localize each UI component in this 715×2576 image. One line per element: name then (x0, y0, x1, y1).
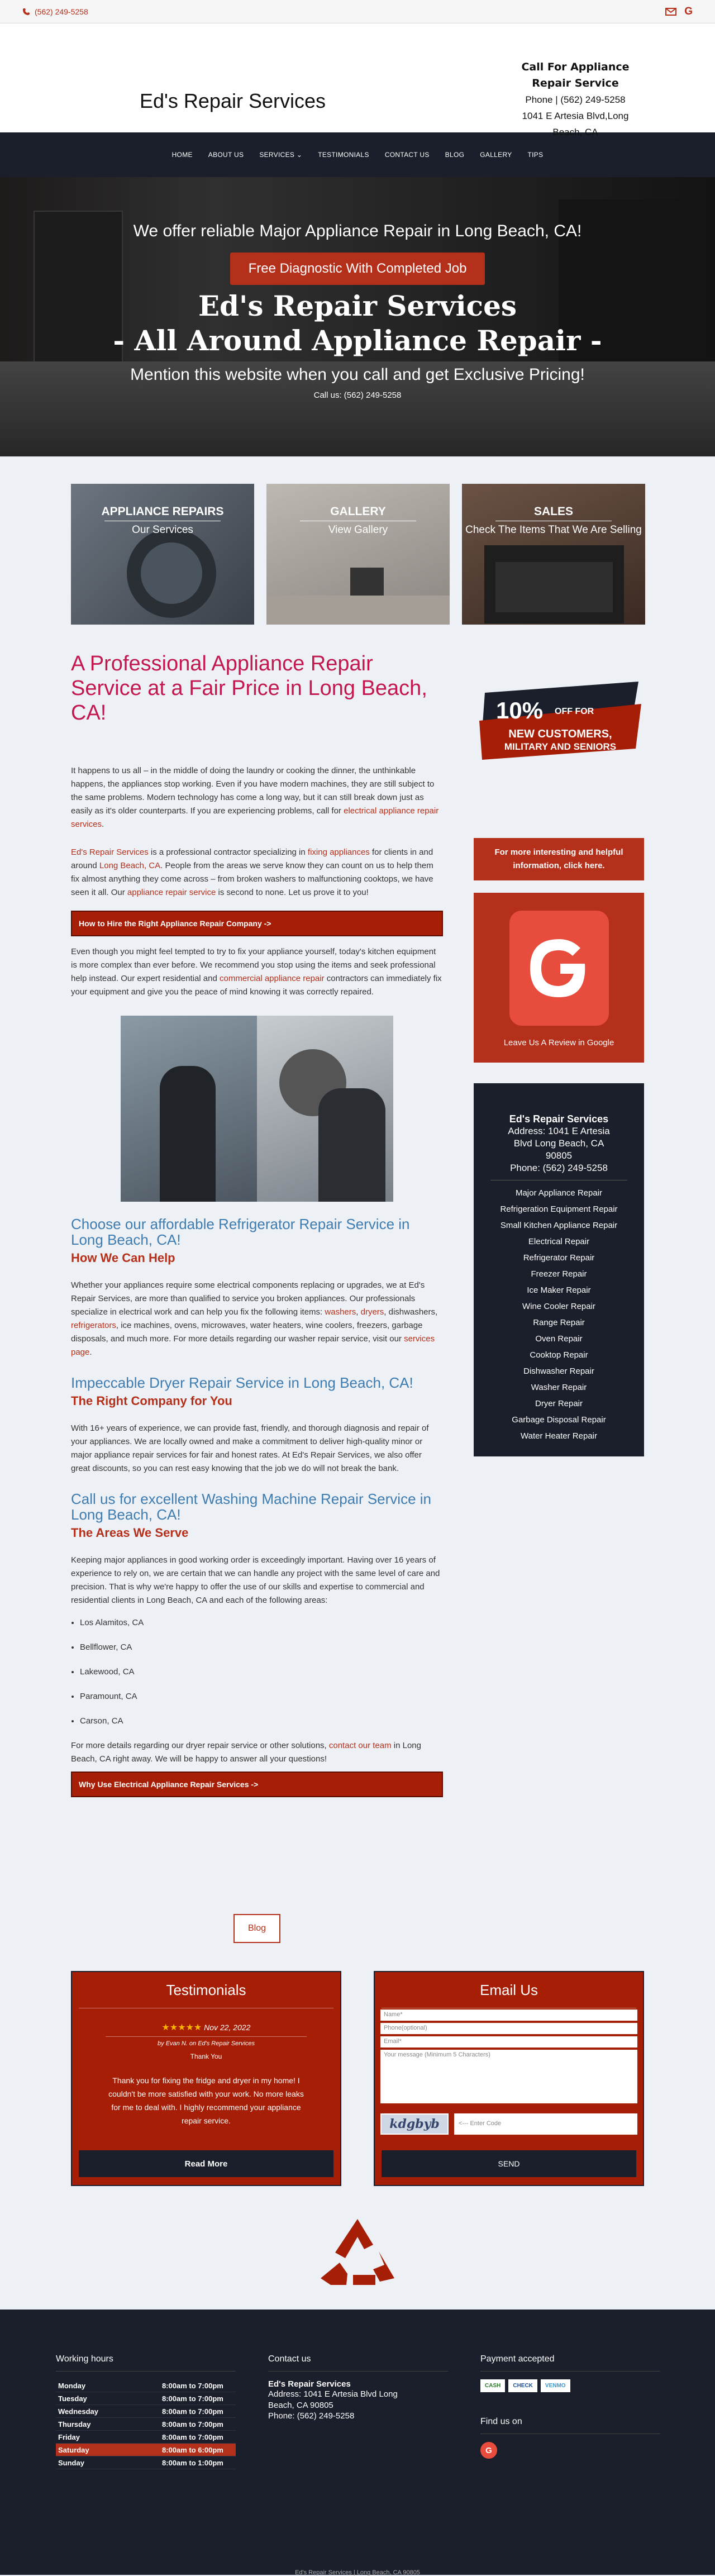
tile-appliance-repairs[interactable] (71, 484, 254, 625)
hero-banner (0, 177, 715, 456)
sidebar-service-item[interactable]: Dryer Repair (535, 1399, 583, 1408)
contact-paragraph: For more details regarding our dryer repair service or other solutions, contact our team in Long Beach, CA right away. We will be happy to answer all your questions! (71, 1741, 421, 1764)
hero-title (0, 289, 715, 358)
tile-subtitle: View Gallery (328, 524, 388, 536)
washers-link[interactable]: washers (325, 1307, 356, 1317)
right-company-heading: The Right Company for You (71, 1394, 232, 1408)
find-us-title: Find us on (480, 2417, 660, 2434)
list-item: • Bellflower, CA (80, 1641, 443, 1654)
how-we-help-heading: How We Can Help (71, 1251, 175, 1265)
refrigerator-heading: Choose our affordable Refrigerator Repair Service in Long Beach, CA! (71, 1216, 410, 1248)
testimonials-panel (71, 1971, 341, 2186)
list-item: • Los Alamitos, CA (80, 1616, 443, 1630)
hours-row: Wednesday 8:00am to 7:00pm (56, 2405, 236, 2418)
rating-stars: ★★★★★ (161, 2023, 202, 2032)
phone-icon (22, 8, 30, 16)
feature-tiles (71, 484, 645, 625)
contact-team-link[interactable]: contact our team (328, 1741, 392, 1750)
list-item: • Lakewood, CA (80, 1665, 443, 1679)
sidebar-service-item[interactable]: Garbage Disposal Repair (512, 1415, 606, 1425)
email-field[interactable]: Email* (380, 2036, 637, 2048)
send-button[interactable]: SEND (382, 2150, 636, 2177)
tile-subtitle: Check The Items That We Are Selling (465, 524, 642, 536)
call-address: 1041 E Artesia Blvd,Long Beach, CA (522, 111, 629, 137)
review-text: Thank you for fixing the fridge and dryer in my home! I couldn't be more satisfied with your work. No more leaks for me to deal with. I highly recommend your appliance repair service. (108, 2076, 304, 2125)
sidebar-service-item[interactable]: Electrical Repair (528, 1237, 590, 1246)
sidebar-service-item[interactable]: Water Heater Repair (521, 1431, 597, 1441)
google-icon[interactable]: G (684, 5, 693, 17)
hours-row: Monday 8:00am to 7:00pm (56, 2379, 236, 2392)
call-box (511, 59, 640, 140)
nav-blog[interactable]: BLOG (445, 151, 465, 159)
expert-paragraph: Even though you might feel tempted to try to fix your appliance yourself, today's kitchen equipment is more complex than ever before. We recommend you stop using the items and seek professional help instead. Our expert residential and commercial appliance repair contractors can immediately fix your equipment and give you the peace of mind knowing it was correctly repaired. (71, 947, 442, 997)
hours-row: Saturday 8:00am to 6:00pm (56, 2444, 236, 2456)
review-date: Nov 22, 2022 (204, 2023, 251, 2032)
review-heading: Thank You (190, 2053, 222, 2060)
call-title: Call For Appliance Repair Service (521, 61, 630, 89)
list-item: • Carson, CA (80, 1715, 443, 1728)
electrical-repair-link[interactable]: electrical appliance repair services (71, 806, 439, 829)
working-hours (56, 2354, 236, 2469)
email-panel (374, 1971, 644, 2186)
site-header (0, 23, 715, 137)
site-footer (0, 2310, 715, 2575)
hours-title: Working hours (56, 2354, 236, 2372)
nav-gallery[interactable]: GALLERY (480, 151, 512, 159)
site-brand[interactable]: Ed's Repair Services (140, 89, 326, 112)
sidebar-company: Ed's Repair Services (509, 1113, 609, 1125)
sidebar-service-item[interactable]: Range Repair (533, 1318, 585, 1327)
top-bar (0, 0, 715, 23)
top-phone-link[interactable] (22, 7, 88, 16)
washing-machine-heading: Call us for excellent Washing Machine Repair Service in Long Beach, CA! (71, 1491, 431, 1523)
info-button[interactable]: For more interesting and helpful information, click here. (474, 838, 644, 880)
testimonials-title: Testimonials (166, 1981, 246, 1998)
contact-company: Ed's Repair Services (268, 2379, 351, 2389)
sidebar-service-item[interactable]: Cooktop Repair (530, 1350, 588, 1360)
hero-title-line1: Ed's Repair Services (198, 289, 517, 322)
email-icon[interactable] (665, 8, 676, 16)
hero-subtitle: Mention this website when you call and get Exclusive Pricing! (130, 365, 585, 384)
long-beach-link[interactable]: Long Beach, CA (99, 861, 161, 870)
hire-company-button[interactable]: How to Hire the Right Appliance Repair Company -> (71, 911, 443, 936)
captcha-image: kdgbyb (380, 2113, 449, 2135)
nav-testimonials[interactable]: TESTIMONIALS (318, 151, 369, 159)
hours-row: Friday 8:00am to 7:00pm (56, 2431, 236, 2444)
discount-off: OFF FOR (555, 707, 594, 716)
contact-address: Address: 1041 E Artesia Blvd Long Beach, CA 90805 (268, 2389, 398, 2410)
top-phone: (562) 249-5258 (35, 7, 88, 16)
sidebar-address: Address: 1041 E Artesia Blvd Long Beach, CA 90805 (508, 1126, 610, 1161)
hours-row: Thursday 8:00am to 7:00pm (56, 2418, 236, 2431)
refrigerators-link[interactable]: refrigerators (71, 1321, 116, 1330)
areas-list (80, 1616, 443, 1728)
discount-graphic (474, 682, 644, 770)
hero-call[interactable]: Call us: (562) 249-5258 (313, 391, 402, 400)
payment-title: Payment accepted (480, 2354, 660, 2372)
help-paragraph: Whether your appliances require some electrical components replacing or upgrades, we at Ed's Repair Services, are more than qualified to service you broken appliances. Our professionals specialize in electrical work and can help you fix the following items: washers, dryers, dishwashers, refrigerators, ice machines, ovens, microwaves, water heaters, wine coolers, freezers, garbage disposals, and much more. For more details regarding our washer repair service, visit our services page. (71, 1280, 438, 1357)
sidebar-service-item[interactable]: Major Appliance Repair (515, 1188, 603, 1198)
hours-row: Sunday 8:00am to 1:00pm (56, 2456, 236, 2469)
contact-title: Contact us (268, 2354, 448, 2372)
nav-about[interactable]: ABOUT US (208, 151, 244, 159)
services-sidebar (474, 1083, 644, 1456)
areas-heading: The Areas We Serve (71, 1526, 189, 1540)
experience-paragraph: With 16+ years of experience, we can provide fast, friendly, and thorough diagnosis and repair of your appliances. We are locally owned and make a commitment to deliver high-quality minor or major appliance repair services for fair and honest rates. At Ed's Repair Services, we also offer great discounts, so you can rest easy knowing that the job we do will not break the bank. (71, 1423, 429, 1473)
tile-title: GALLERY (330, 505, 386, 518)
nav-home[interactable]: HOME (171, 151, 193, 159)
discount-line2: MILITARY AND SENIORS (504, 741, 617, 752)
sidebar-service-item[interactable]: Small Kitchen Appliance Repair (500, 1221, 618, 1230)
discount-line1: NEW CUSTOMERS, (508, 728, 612, 740)
contact-phone[interactable]: Phone: (562) 249-5258 (268, 2411, 355, 2421)
free-diagnostic-button[interactable]: Free Diagnostic With Completed Job (230, 253, 485, 285)
hero-title-line2: - All Around Appliance Repair - (113, 324, 602, 357)
tile-subtitle: Our Services (132, 524, 193, 536)
sidebar-service-item[interactable]: Refrigeration Equipment Repair (500, 1204, 618, 1214)
captcha-input[interactable]: <--- Enter Code (454, 2113, 637, 2135)
commercial-repair-link[interactable]: commercial appliance repair (220, 974, 325, 983)
phone-field[interactable]: Phone(optional) (380, 2023, 637, 2034)
sidebar-service-item[interactable]: Refrigerator Repair (523, 1253, 595, 1263)
email-title: Email Us (479, 1981, 538, 1998)
call-phone[interactable]: Phone | (562) 249-5258 (525, 94, 626, 105)
discount-percent: 10% (496, 697, 544, 723)
fixing-appliances-link[interactable]: fixing appliances (307, 847, 370, 857)
discount-badge (474, 682, 644, 770)
dryer-heading: Impeccable Dryer Repair Service in Long Beach, CA! (71, 1374, 413, 1391)
services-page-link[interactable]: services page (71, 1334, 435, 1357)
check-icon: CHECK (508, 2379, 537, 2392)
google-review-card[interactable] (474, 893, 644, 1063)
message-field[interactable]: Your message (Minimum 5 Characters) (380, 2050, 637, 2103)
cash-icon: CASH (480, 2379, 505, 2392)
sidebar-service-item[interactable]: Wine Cooler Repair (522, 1302, 595, 1311)
tile-sales[interactable] (462, 484, 645, 625)
footer-contact (268, 2354, 448, 2421)
copyright: Ed's Repair Services | Long Beach, CA 90805 (295, 2569, 420, 2576)
review-author: by Evan N. on Ed's Repair Services (158, 2040, 255, 2047)
appliance-repair-link[interactable]: appliance repair service (127, 888, 216, 897)
google-logo-icon (509, 911, 609, 1026)
company-paragraph: Ed's Repair Services is a professional contractor specializing in fixing appliances for clients in and around Long Beach, CA. People from the areas we serve know they can count on us to help them fix almost anything they come across – from broken washers to malfunctioning cooktops, we have seen it all. Our appliance repair service is second to none. Let us prove it to you! (71, 847, 433, 897)
read-more-button[interactable]: Read More (79, 2150, 333, 2177)
nav-services[interactable]: SERVICES ⌄ (259, 151, 303, 159)
footer-payment (480, 2354, 660, 2459)
review-label: Leave Us A Review in Google (503, 1038, 614, 1047)
name-field[interactable]: Name* (380, 2010, 637, 2021)
hours-row: Tuesday 8:00am to 7:00pm (56, 2392, 236, 2405)
page-title: A Professional Appliance Repair Service at a Fair Price in Long Beach, CA! (71, 652, 427, 725)
intro-paragraph: It happens to us all – in the middle of doing the laundry or cooking the dinner, the unthinkable happens, the appliances stop working. Even if you have modern machines, they are still subject to the same problems. Modern technology has come a long way, but it can still break down just as easily as it's older counterparts. If you are experiencing problems, call for electrical appliance repair services. (71, 766, 439, 829)
list-item: • Paramount, CA (80, 1690, 443, 1703)
google-icon[interactable]: G (480, 2442, 497, 2459)
dryers-link[interactable]: dryers (360, 1307, 384, 1317)
electrical-services-button[interactable]: Why Use Electrical Appliance Repair Services -> (71, 1772, 443, 1797)
nav-tips[interactable]: TIPS (527, 151, 544, 159)
sidebar-service-item[interactable]: Washer Repair (531, 1383, 587, 1392)
sidebar-service-item[interactable]: Freezer Repair (531, 1269, 587, 1279)
nav-contact[interactable]: CONTACT US (384, 151, 430, 159)
sidebar-service-item[interactable]: Dishwasher Repair (523, 1366, 594, 1376)
main-content (71, 651, 443, 1797)
sidebar-service-item[interactable]: Ice Maker Repair (527, 1285, 591, 1295)
recycle-icon (317, 2216, 398, 2288)
sidebar-service-item[interactable]: Oven Repair (535, 1334, 583, 1344)
tile-title: SALES (533, 505, 573, 518)
blog-button[interactable]: Blog (233, 1914, 280, 1943)
hero-tagline: We offer reliable Major Appliance Repair in Long Beach, CA! (133, 222, 582, 240)
technician-photo (121, 1016, 393, 1202)
venmo-icon: VENMO (541, 2379, 570, 2392)
tile-title: APPLIANCE REPAIRS (101, 505, 224, 518)
tile-gallery[interactable] (266, 484, 450, 625)
sidebar-phone[interactable]: Phone: (562) 249-5258 (510, 1163, 608, 1173)
areas-paragraph: Keeping major appliances in good working order is exceedingly important. Having over 16 years of experience to rely on, we are certain that we can handle any project with the same level of care and precision. That is why we're happy to offer the use of our skills and expertise to commercial and residential clients in Long Beach, CA and each of the following areas: (71, 1555, 440, 1605)
company-link[interactable]: Ed's Repair Services (71, 847, 149, 857)
